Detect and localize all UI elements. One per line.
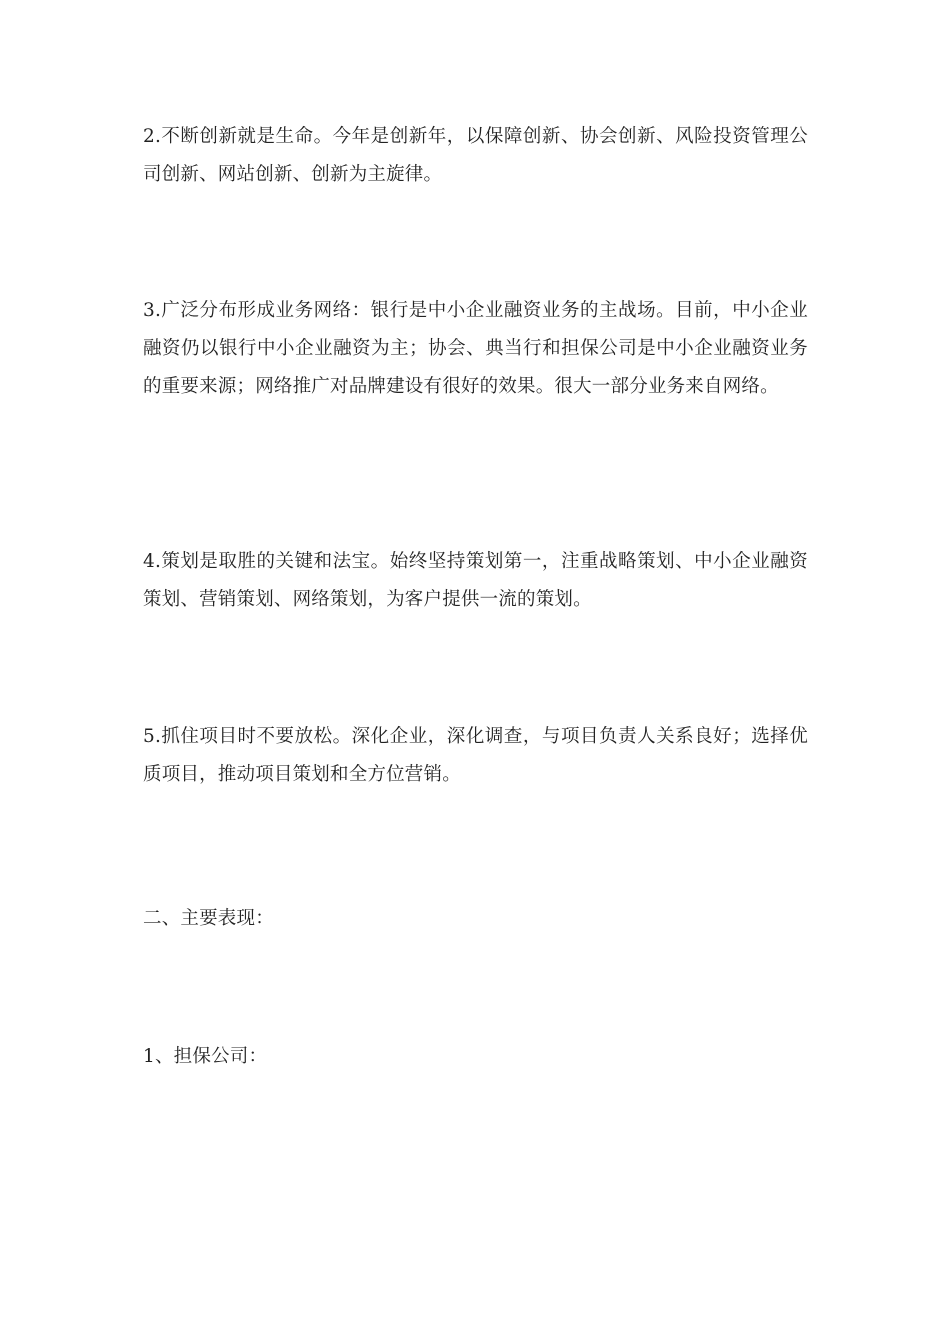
section-heading-main-performance: 二、主要表现： bbox=[143, 908, 274, 929]
paragraph-business-network: 3.广泛分布形成业务网络：银行是中小企业融资业务的主战场。目前，中小企业融资仍以银行中小企业融资为主；协会、典当行和担保公司是中小企业融资业务的重要来源；网络推广对品牌建设有很好的效果。很大一部分业务来自网络。 bbox=[143, 300, 808, 397]
paragraph-planning: 4.策划是取胜的关键和法宝。始终坚持策划第一，注重战略策划、中小企业融资策划、营销策划、网络策划，为客户提供一流的策划。 bbox=[143, 551, 808, 610]
paragraph-projects: 5.抓住项目时不要放松。深化企业，深化调查，与项目负责人关系良好；选择优质项目，推动项目策划和全方位营销。 bbox=[143, 726, 808, 785]
subsection-heading-guarantee-company: 1、担保公司： bbox=[143, 1046, 268, 1067]
paragraph-innovation: 2.不断创新就是生命。今年是创新年，以保障创新、协会创新、风险投资管理公司创新、网站创新、创新为主旋律。 bbox=[143, 126, 808, 185]
